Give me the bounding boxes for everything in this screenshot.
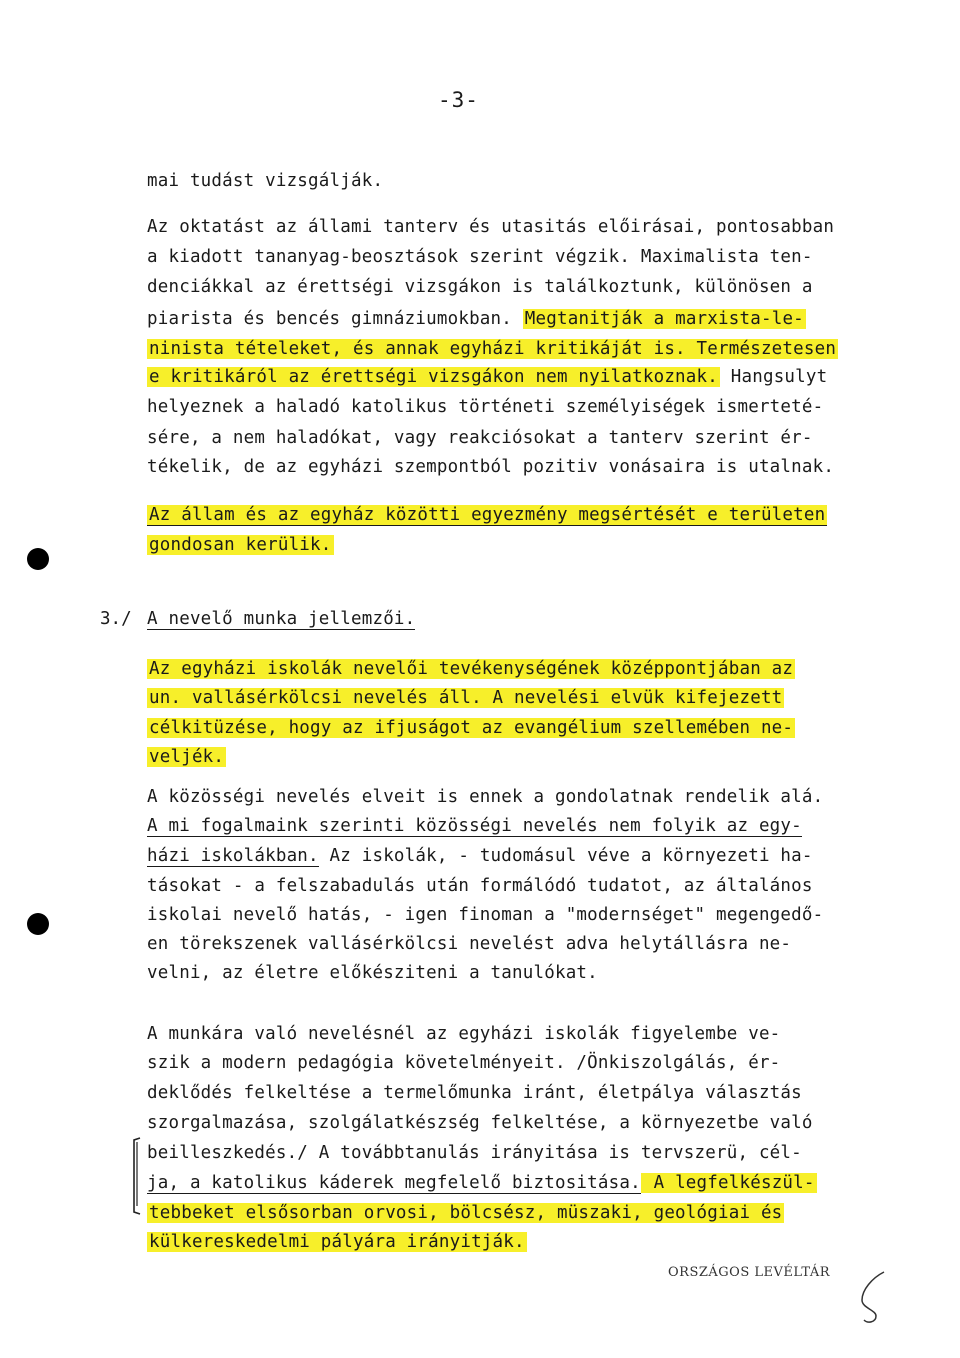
text-line: tékelik, de az egyházi szempontból pozitiv vonásaira is utalnak.: [147, 457, 835, 477]
highlighted-text: Az egyházi iskolák nevelői tevékenységének középpontjában az: [149, 659, 794, 679]
text-segment: Hangsulyt: [720, 367, 828, 387]
highlighted-text: Az állam és az egyház közötti egyezmény megsértését e területen: [149, 505, 826, 525]
text-line: [147, 338, 838, 360]
underlined-text: ja, a katolikus káderek megfelelő biztositása.: [147, 1173, 641, 1193]
text-line: velni, az életre előkésziteni a tanulókat.: [147, 963, 598, 983]
handwritten-check-mark: [852, 1268, 892, 1328]
text-line: [147, 366, 827, 388]
text-line: helyeznek a haladó katolikus történeti személyiségek ismerteté-: [147, 397, 824, 417]
text-segment: piarista és bencés gimnáziumokban.: [147, 309, 513, 329]
highlighted-text: tebbeket elsősorban orvosi, bölcsész, müszaki, geológiai és: [149, 1203, 783, 1223]
text-line: [147, 504, 827, 526]
text-line: a kiadott tananyag-beosztások szerint végzik. Maximalista ten-: [147, 247, 813, 267]
text-line: [147, 534, 334, 556]
text-line: [147, 717, 795, 739]
text-segment: Az iskolák, - tudomásul véve a környezeti ha-: [318, 846, 813, 866]
highlighted-text: veljék.: [149, 747, 225, 767]
text-line: deklődés felkeltése a termelőmunka iránt, életpálya választás: [147, 1083, 802, 1103]
text-line: sére, a nem haladókat, vagy reakciósokat a tanterv szerint ér-: [147, 428, 813, 448]
punch-hole: [27, 548, 49, 570]
punch-hole: [27, 913, 49, 935]
highlighted-text: gondosan kerülik.: [149, 535, 332, 555]
highlighted-text: külkereskedelmi pályára irányitják.: [149, 1232, 525, 1252]
text-line: szik a modern pedagógia követelményeit. /Önkiszolgálás, ér-: [147, 1053, 781, 1073]
highlighted-text: un. vallásérkölcsi nevelés áll. A nevelési elvük kifejezett: [149, 688, 783, 708]
section-number: 3./: [100, 609, 132, 629]
text-line: iskolai nevelő hatás, - igen finoman a "modernséget" megengedő-: [147, 905, 824, 925]
margin-bracket-mark: [128, 1136, 144, 1216]
text-line: beilleszkedés./ A továbbtanulás irányitása is tervszerü, cél-: [147, 1143, 802, 1163]
underlined-text: A mi fogalmaink szerinti közösségi nevelés nem folyik az egy-: [147, 816, 802, 836]
highlighted-text: A legfelkészül-: [642, 1173, 815, 1193]
text-line: mai tudást vizsgálják.: [147, 171, 384, 191]
text-line: denciákkal az érettségi vizsgákon is találkoztunk, különösen a: [147, 277, 813, 297]
text-line: A munkára való nevelésnél az egyházi iskolák figyelembe ve-: [147, 1024, 781, 1044]
highlighted-text: Megtanitják a marxista-le-: [524, 309, 804, 329]
page-number: -3-: [438, 88, 479, 112]
highlighted-text: célkitüzése, hogy az ifjuságot az evangélium szellemében ne-: [149, 718, 794, 738]
text-line: [147, 308, 806, 330]
highlighted-text: ninista tételeket, és annak egyházi kritikáját is. Természetesen: [149, 339, 837, 359]
archive-stamp: ORSZÁGOS LEVÉLTÁR: [668, 1265, 831, 1280]
text-line: [147, 1231, 527, 1253]
underlined-text: házi iskolákban.: [147, 846, 319, 866]
text-line: [147, 746, 226, 768]
text-line: [147, 658, 795, 680]
text-line: Az oktatást az állami tanterv és utasitás előirásai, pontosabban: [147, 217, 835, 237]
text-line: [147, 687, 784, 709]
text-line: [147, 815, 802, 837]
text-line: [147, 1172, 817, 1194]
text-line: [147, 845, 813, 867]
section-heading: [147, 608, 415, 630]
text-line: en törekszenek vallásérkölcsi nevelést adva helytállásra ne-: [147, 934, 792, 954]
text-line: A közösségi nevelés elveit is ennek a gondolatnak rendelik alá.: [147, 787, 824, 807]
text-line: tásokat - a felszabadulás után formálódó tudatot, az általános: [147, 876, 813, 896]
section-heading-text: A nevelő munka jellemzői.: [147, 609, 416, 629]
highlighted-text: e kritikáról az érettségi vizsgákon nem nyilatkoznak.: [149, 367, 719, 387]
text-line: szorgalmazása, szolgálatkészség felkeltése, a környezetbe való: [147, 1113, 813, 1133]
text-line: [147, 1202, 784, 1224]
